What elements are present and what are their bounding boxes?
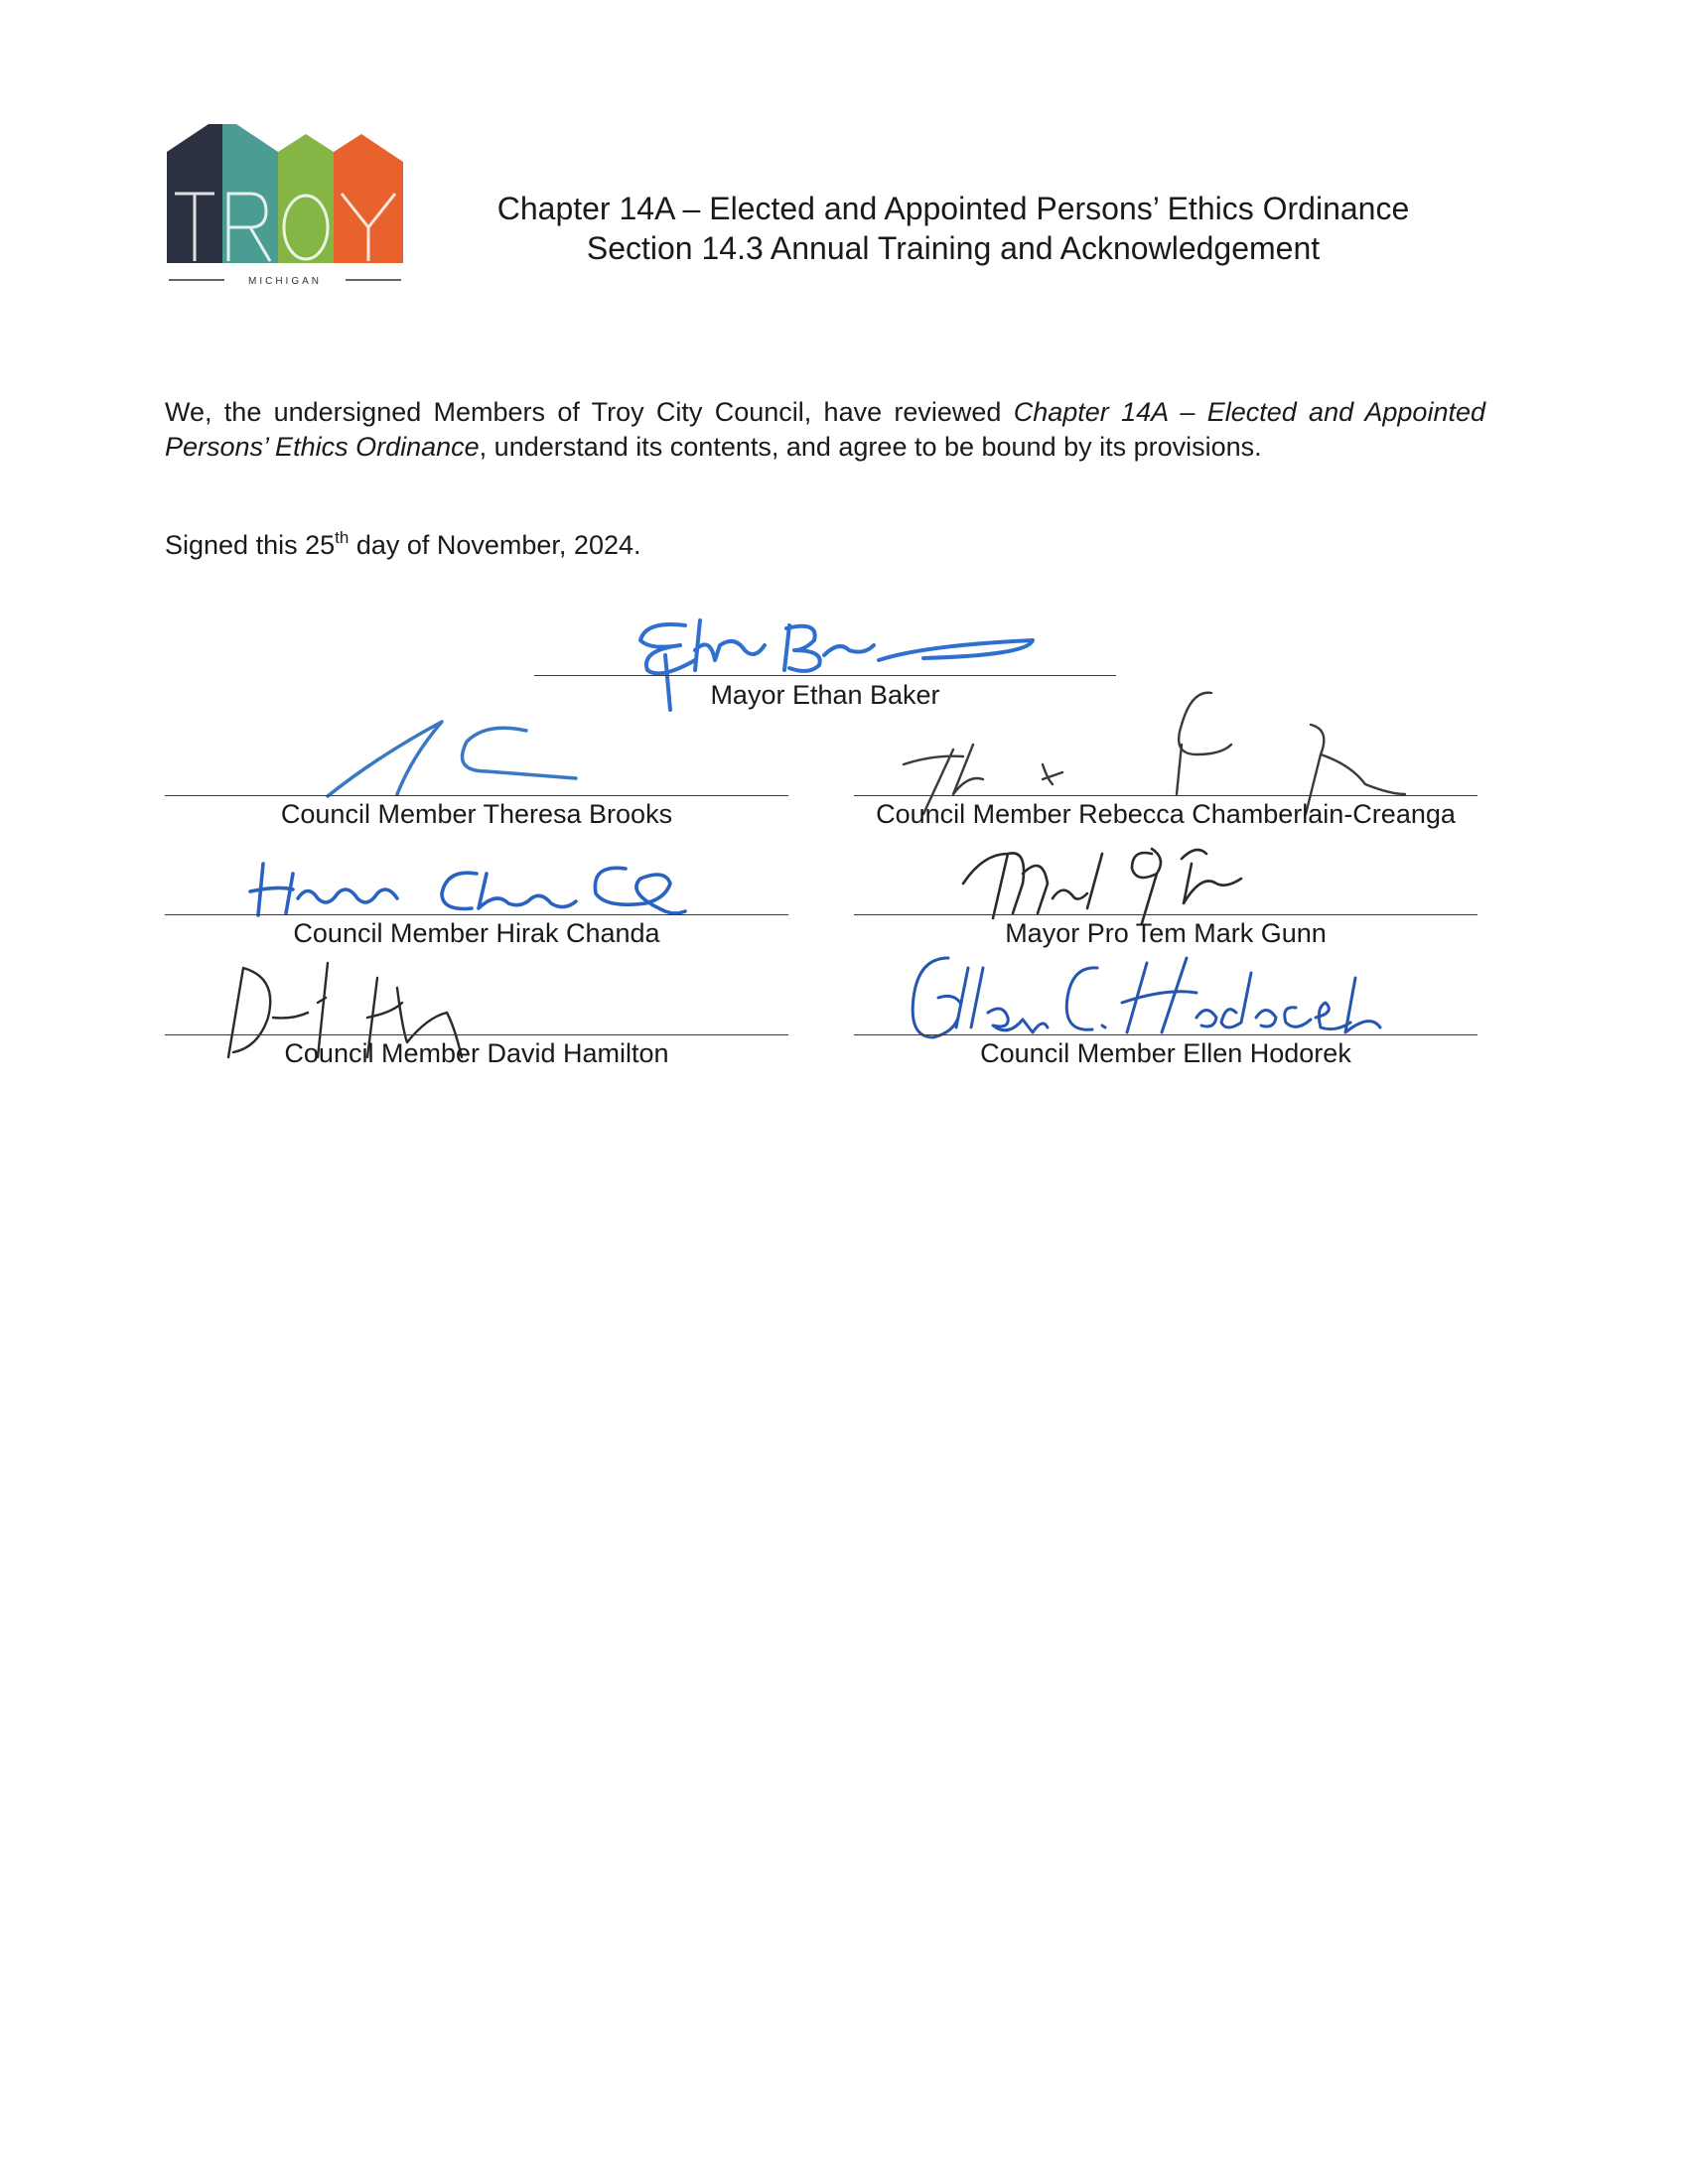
signatory-title-mark-gunn: Mayor Pro Tem Mark Gunn <box>1005 918 1327 948</box>
document-header <box>437 189 1470 268</box>
logo-subtitle: MICHIGAN <box>248 276 322 287</box>
signature-ellen-hodorek <box>899 948 1385 1047</box>
signature-line-mayor <box>534 675 1116 676</box>
signature-line-david-hamilton <box>165 1034 788 1035</box>
signed-rest: day of November, 2024. <box>349 530 641 560</box>
signed-date <box>165 528 641 563</box>
signature-hirak-chanda <box>248 854 695 923</box>
signature-line-theresa-brooks <box>165 795 788 796</box>
signature-line-hirak-chanda <box>165 914 788 915</box>
signatory-title-david-hamilton: Council Member David Hamilton <box>284 1038 669 1068</box>
signatory-title-theresa-brooks: Council Member Theresa Brooks <box>280 799 673 829</box>
troy-michigan-logo <box>167 124 403 288</box>
statement-part-2: , understand its contents, and agree to be bound by its provisions. <box>479 432 1262 462</box>
signatory-title-mayor: Mayor Ethan Baker <box>710 680 940 710</box>
signature-theresa-brooks <box>318 717 596 806</box>
signed-prefix: Signed this 25 <box>165 530 336 560</box>
signatory-title-hirak-chanda: Council Member Hirak Chanda <box>293 918 660 948</box>
header-line-2: Section 14.3 Annual Training and Acknowledgement <box>586 230 1321 266</box>
signature-line-mark-gunn <box>854 914 1477 915</box>
signature-line-rebecca-chamberlain-creanga <box>854 795 1477 796</box>
statement-ordinance-title: Chapter 14A – Elected and Appointed Persons’ Ethics Ordinance <box>165 397 1485 462</box>
signed-ordinal: th <box>335 528 350 547</box>
signatory-title-rebecca-chamberlain-creanga: Council Member Rebecca Chamberlain-Creanga <box>876 799 1456 829</box>
signatory-title-ellen-hodorek: Council Member Ellen Hodorek <box>980 1038 1351 1068</box>
header-line-1: Chapter 14A – Elected and Appointed Persons’ Ethics Ordinance <box>496 191 1410 226</box>
signature-line-ellen-hodorek <box>854 1034 1477 1035</box>
acknowledgement-statement <box>165 395 1485 465</box>
statement-part-1: We, the undersigned Members of Troy City Council, have reviewed <box>165 397 1014 427</box>
